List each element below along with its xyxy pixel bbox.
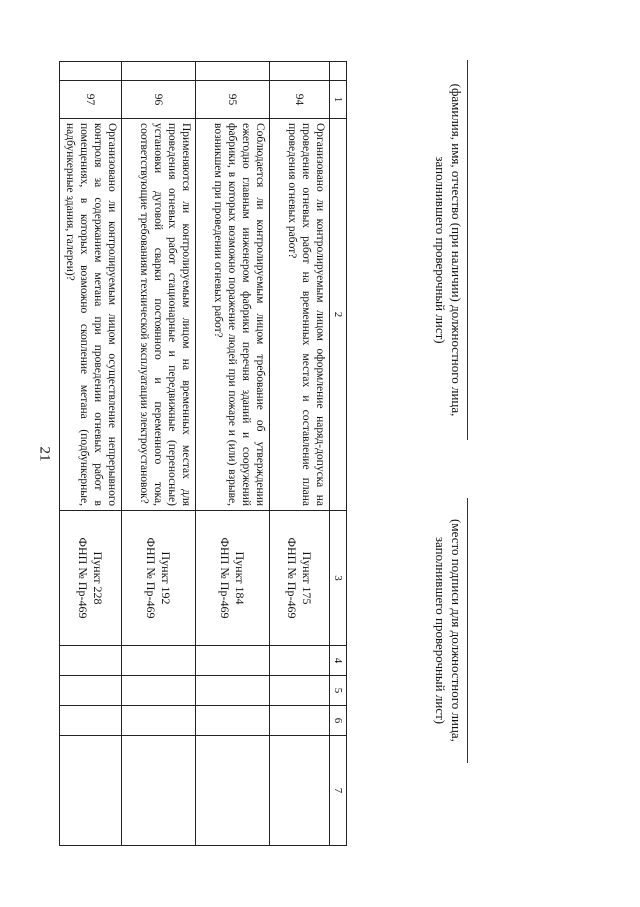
stub-cell — [196, 62, 270, 81]
place-signature-line — [467, 498, 468, 763]
reference-cell — [270, 511, 330, 646]
row-number: 94 — [270, 81, 330, 119]
reference-cell — [196, 511, 270, 646]
stub-cell — [122, 62, 196, 81]
row-number: 97 — [60, 81, 122, 119]
answer-na-cell — [270, 706, 330, 736]
question-text: Соблюдается ли контролируемым лицом требование об утверждении ежегодно главным инженером фабрики перечня зданий и сооружений фабрики, в которых возможно поражение людей при пожаре и (или) взрыве, возникшем при проведении огневых работ? — [196, 119, 270, 511]
reference-cell — [60, 511, 122, 646]
answer-yes-cell — [60, 646, 122, 676]
note-cell — [270, 736, 330, 846]
sign-caption: (место подписи для должностного лица, заполнившего проверочный лист) — [433, 519, 464, 742]
name-signature-line — [467, 60, 468, 440]
header-col-4: 4 — [330, 646, 347, 676]
table-row — [270, 62, 330, 846]
header-col-6: 6 — [330, 706, 347, 736]
answer-na-cell — [122, 706, 196, 736]
name-caption: (фамилия, имя, отчество (при наличии) должностного лица, заполнившего проверочный лист) — [433, 83, 464, 417]
stub-cell — [60, 62, 122, 81]
reference-doc: ФНП № Пр-469 — [76, 537, 91, 619]
header-col-7: 7 — [330, 736, 347, 846]
header-col-5: 5 — [330, 676, 347, 706]
table-row — [122, 62, 196, 846]
rotated-content — [0, 45, 640, 845]
question-text: Организовано ли контролируемым лицом осуществление непрерывного контроля за содержанием метана при проведении огневых работ в помещениях, в которых возможно скопление метана (подбункерные, надбункерные здания, галереи)? — [60, 119, 122, 511]
table-row — [196, 62, 270, 846]
note-cell — [60, 736, 122, 846]
header-row — [330, 62, 347, 846]
answer-yes-cell — [196, 646, 270, 676]
stub-cell — [330, 62, 347, 81]
page-number: 21 — [36, 446, 53, 462]
reference-point: Пункт 184 — [233, 551, 248, 605]
reference-doc: ФНП № Пр-469 — [218, 537, 233, 619]
answer-no-cell — [122, 676, 196, 706]
reference-cell — [122, 511, 196, 646]
row-number: 96 — [122, 81, 196, 119]
row-number: 95 — [196, 81, 270, 119]
answer-na-cell — [60, 706, 122, 736]
question-text: Применяются ли контролируемым лицом на временных местах для проведения огневых работ стационарные и передвижные (переносные) установки дуговой сварки постоянного и переменного тока, соответствующие требованиям технической эксплуатации электроустановок? — [122, 119, 196, 511]
table-row — [60, 62, 122, 846]
header-col-1: 1 — [330, 81, 347, 119]
reference-point: Пункт 175 — [300, 551, 315, 605]
checklist-table — [59, 61, 347, 846]
answer-yes-cell — [270, 646, 330, 676]
reference-point: Пункт 228 — [91, 551, 106, 605]
stub-cell — [270, 62, 330, 81]
answer-yes-cell — [122, 646, 196, 676]
reference-doc: ФНП № Пр-469 — [144, 537, 159, 619]
reference-point: Пункт 192 — [159, 551, 174, 605]
header-col-2: 2 — [330, 119, 347, 511]
question-text: Организовано ли контролируемым лицом оформление наряд-допуска на проведение огневых работ на временных местах и составление плана проведения огневых работ? — [270, 119, 330, 511]
note-cell — [196, 736, 270, 846]
note-cell — [122, 736, 196, 846]
answer-no-cell — [270, 676, 330, 706]
answer-no-cell — [196, 676, 270, 706]
answer-no-cell — [60, 676, 122, 706]
reference-doc: ФНП № Пр-469 — [285, 537, 300, 619]
header-col-3: 3 — [330, 511, 347, 646]
answer-na-cell — [196, 706, 270, 736]
